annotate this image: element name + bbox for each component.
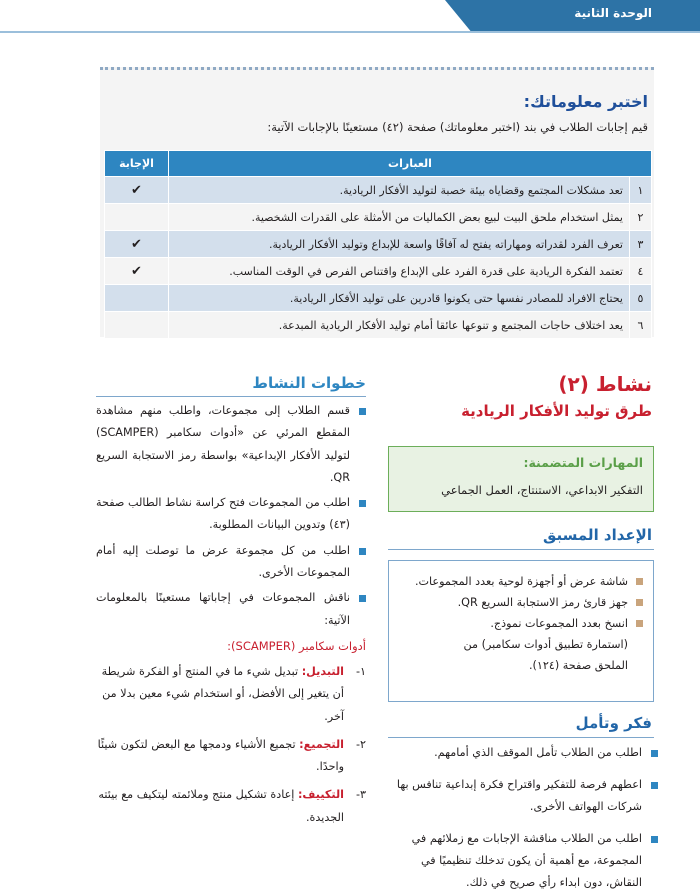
tool-text xyxy=(96,784,344,829)
list-item xyxy=(395,613,643,634)
activity-title: نشاط (٢) xyxy=(558,372,652,396)
row-answer: ✔ xyxy=(105,177,169,204)
square-bullet-icon xyxy=(651,836,658,843)
list-item-text: اطلب من كل مجموعة عرض ما توصلت إليه أمام المجموعات الأخرى. xyxy=(96,543,350,580)
list-item-text: اطلب من المجموعات فتح كراسة نشاط الطالب صفحة (٤٣) وتدوين البيانات المطلوبة. xyxy=(96,496,350,532)
tool-item xyxy=(96,661,366,728)
tool-term: التكييف: xyxy=(297,788,344,802)
square-bullet-icon xyxy=(636,578,643,585)
tool-text xyxy=(96,734,344,779)
tool-description: إعادة تشكيل منتج وملائمته ليتكيف مع بيئته الجديدة. xyxy=(98,788,344,824)
list-item xyxy=(395,592,643,613)
tool-text xyxy=(96,661,344,728)
list-item-text: اعطهم فرصة للتفكير واقتراح فكرة إبداعية تنافس بها شركات الهواتف الأخرى. xyxy=(396,778,642,813)
list-item xyxy=(388,742,658,764)
tool-number: ٣- xyxy=(355,788,366,802)
think-list xyxy=(388,742,658,894)
table-row xyxy=(105,312,652,339)
row-number: ٥ xyxy=(630,285,652,312)
row-answer xyxy=(105,285,169,312)
list-item-text: الملحق صفحة (١٢٤). xyxy=(528,659,628,672)
square-bullet-icon xyxy=(651,750,658,757)
quiz-title: اختبر معلوماتك: xyxy=(523,92,648,111)
list-item xyxy=(96,400,366,489)
unit-banner xyxy=(445,0,700,31)
think-title: فكر وتأمل xyxy=(575,714,652,732)
list-item xyxy=(96,540,366,585)
header-divider xyxy=(0,31,700,33)
row-statement: تعرف الفرد لقدراته ومهاراته يفتح له آفاقًا واسعة للإبداع وتوليد الأفكار الريادية. xyxy=(169,231,630,258)
list-item xyxy=(96,492,366,537)
row-answer: ✔ xyxy=(105,231,169,258)
square-bullet-icon xyxy=(359,548,366,555)
row-statement: يعد اختلاف حاجات المجتمع و تنوعها عائقا أمام توليد الأفكار الريادية المبدعة. xyxy=(169,312,630,339)
list-item-continuation xyxy=(395,655,643,676)
list-item xyxy=(388,828,658,894)
skills-box xyxy=(388,446,654,512)
row-number: ٤ xyxy=(630,258,652,285)
list-item xyxy=(96,587,366,632)
tools-heading: أدوات سكامبر (SCAMPER): xyxy=(227,638,366,653)
unit-title: الوحدة الثانية xyxy=(574,6,652,20)
quiz-instruction: قيم إجابات الطلاب في بند (اختبر معلوماتك) صفحة (٤٢) مستعينًا بالإجابات الآتية: xyxy=(267,120,648,134)
table-header-row xyxy=(105,151,652,177)
activity-subtitle: طرق توليد الأفكار الريادية xyxy=(461,402,652,420)
list-item-text: قسم الطلاب إلى مجموعات، واطلب منهم مشاهدة المقطع المرئي عن «أدوات سكامبر (SCAMPER) لتوليد الأفكار الإبداعية» بواسطة رمز الاستجابة السريع QR. xyxy=(96,404,350,484)
list-item-text: جهز قارئ رمز الاستجابة السريع QR. xyxy=(457,596,628,609)
tool-description: تبديل شيء ما في المنتج أو الفكرة شريطة أن يتغير إلى الأفضل، أو استخدام شيء معين بدلا من آخر. xyxy=(101,664,344,723)
list-item-text: انسخ بعدد المجموعات نموذج. xyxy=(490,617,628,630)
list-item-text: (استمارة تطبيق أدوات سكامبر) من xyxy=(463,638,628,651)
steps-divider xyxy=(96,396,366,397)
table-row xyxy=(105,231,652,258)
answer-header: الإجابة xyxy=(105,151,169,177)
list-item-text: اطلب من الطلاب مناقشة الإجابات مع زملائهم في المجموعة، مع أهمية أن يكون تدخلك تنظيميًا في النقاش، دون ابداء رأي صريح في ذلك. xyxy=(411,832,642,889)
page-header xyxy=(0,0,700,34)
tool-description: تجميع الأشياء ودمجها مع البعض لتكون شيئًا واحدًا. xyxy=(97,737,344,774)
quiz-section xyxy=(100,67,654,337)
skills-text: التفكير الابداعي، الاستنتاج، العمل الجماعي xyxy=(441,483,643,497)
square-bullet-icon xyxy=(636,620,643,627)
tool-item xyxy=(96,734,366,779)
square-bullet-icon xyxy=(636,599,643,606)
think-divider xyxy=(388,737,654,738)
steps-title: خطوات النشاط xyxy=(252,374,366,392)
tool-term: التبديل: xyxy=(301,664,344,678)
row-answer xyxy=(105,204,169,231)
row-number: ٦ xyxy=(630,312,652,339)
tool-number: ٢- xyxy=(355,737,366,751)
steps-list xyxy=(96,400,366,835)
list-item-text: اطلب من الطلاب تأمل الموقف الذي أمامهم. xyxy=(434,746,642,759)
row-number: ١ xyxy=(630,177,652,204)
row-answer xyxy=(105,312,169,339)
table-row xyxy=(105,177,652,204)
table-row xyxy=(105,258,652,285)
row-statement: تعد مشكلات المجتمع وقضاياه بيئة خصبة لتوليد الأفكار الريادية. xyxy=(169,177,630,204)
list-item xyxy=(388,774,658,818)
row-number: ٢ xyxy=(630,204,652,231)
tool-number: ١- xyxy=(355,664,366,678)
preparation-title: الإعداد المسبق xyxy=(542,526,652,544)
list-item-continuation xyxy=(395,634,643,655)
list-item-text: شاشة عرض أو أجهزة لوحية بعدد المجموعات. xyxy=(414,575,628,588)
row-statement: يحتاج الافراد للمصادر نفسها حتى يكونوا قادرين على توليد الأفكار الريادية. xyxy=(169,285,630,312)
table-row xyxy=(105,204,652,231)
answers-table xyxy=(104,150,652,339)
square-bullet-icon xyxy=(651,782,658,789)
row-statement: تعتمد الفكرة الريادية على قدرة الفرد على الإبداع واقتناص الفرص في الوقت المناسب. xyxy=(169,258,630,285)
tool-term: التجميع: xyxy=(299,737,344,751)
tool-item xyxy=(96,784,366,829)
square-bullet-icon xyxy=(359,595,366,602)
row-statement: يمثل استخدام ملحق البيت لبيع بعض الكماليات من الأمثلة على القدرات الشخصية. xyxy=(169,204,630,231)
table-row xyxy=(105,285,652,312)
statements-header: العبارات xyxy=(169,151,652,177)
square-bullet-icon xyxy=(359,500,366,507)
list-item-text: ناقش المجموعات في إجاباتها مستعينًا بالمعلومات الآتية: xyxy=(96,591,350,627)
row-answer: ✔ xyxy=(105,258,169,285)
square-bullet-icon xyxy=(359,408,366,415)
skills-heading: المهارات المتضمنة: xyxy=(523,455,643,470)
row-number: ٣ xyxy=(630,231,652,258)
preparation-box xyxy=(388,560,654,702)
preparation-divider xyxy=(388,549,654,550)
list-item xyxy=(395,571,643,592)
